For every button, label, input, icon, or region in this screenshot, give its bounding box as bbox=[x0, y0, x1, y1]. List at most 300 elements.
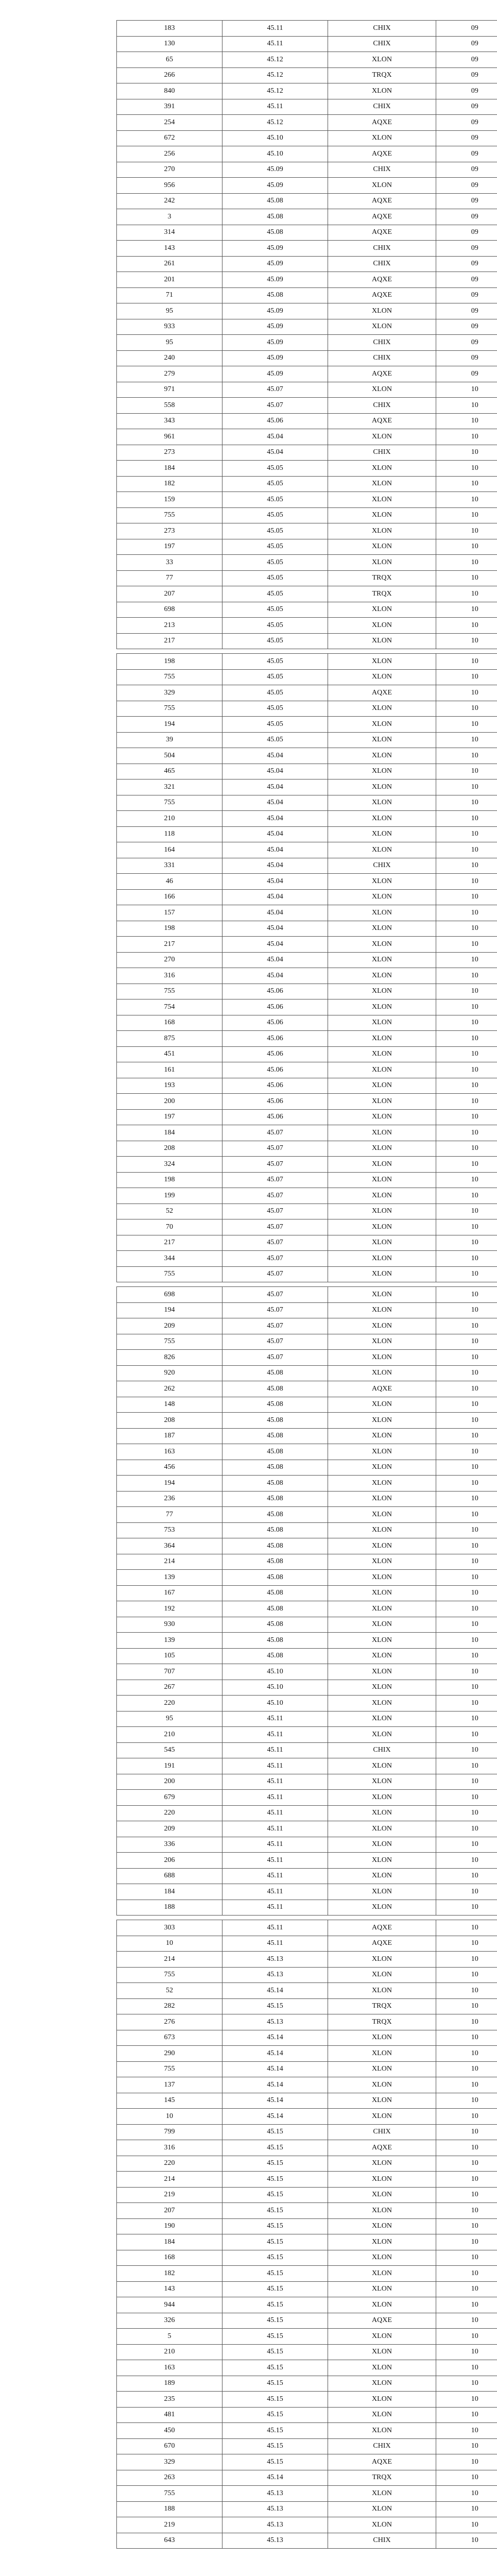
venue-cell: XLON bbox=[328, 476, 436, 492]
time-cell: 10 bbox=[436, 1350, 497, 1366]
price-cell: 45.06 bbox=[222, 1015, 328, 1031]
venue-cell: XLON bbox=[328, 1078, 436, 1094]
venue-cell: XLON bbox=[328, 1983, 436, 1999]
price-cell: 45.15 bbox=[222, 2218, 328, 2234]
price-cell: 45.07 bbox=[222, 398, 328, 414]
time-cell: 10 bbox=[436, 1758, 497, 1774]
table-row bbox=[117, 398, 497, 414]
time-cell: 10 bbox=[436, 1727, 497, 1743]
time-cell: 10 bbox=[436, 2313, 497, 2329]
price-cell: 45.07 bbox=[222, 1302, 328, 1318]
time-cell: 09 bbox=[436, 21, 497, 37]
volume-cell: 755 bbox=[117, 507, 222, 523]
time-cell: 10 bbox=[436, 2486, 497, 2502]
volume-cell: 10 bbox=[117, 1936, 222, 1952]
price-cell: 45.04 bbox=[222, 779, 328, 795]
table-row bbox=[117, 2172, 497, 2188]
venue-cell: XLON bbox=[328, 319, 436, 335]
venue-cell: CHIX bbox=[328, 2438, 436, 2454]
table-row bbox=[117, 1251, 497, 1267]
venue-cell: XLON bbox=[328, 1302, 436, 1318]
volume-cell: 210 bbox=[117, 1727, 222, 1743]
price-cell: 45.08 bbox=[222, 287, 328, 303]
venue-cell: XLON bbox=[328, 999, 436, 1015]
venue-cell: AQXE bbox=[328, 1920, 436, 1936]
venue-cell: XLON bbox=[328, 1711, 436, 1727]
time-cell: 10 bbox=[436, 1381, 497, 1397]
table-row bbox=[117, 2250, 497, 2266]
venue-cell: XLON bbox=[328, 748, 436, 764]
time-cell: 10 bbox=[436, 2014, 497, 2030]
venue-cell: XLON bbox=[328, 2218, 436, 2234]
volume-cell: 199 bbox=[117, 1188, 222, 1204]
volume-cell: 187 bbox=[117, 1428, 222, 1444]
table-row bbox=[117, 1428, 497, 1444]
price-cell: 45.04 bbox=[222, 795, 328, 811]
venue-cell: XLON bbox=[328, 1046, 436, 1062]
venue-cell: XLON bbox=[328, 1476, 436, 1492]
transactions-table-4 bbox=[116, 1920, 497, 2549]
venue-cell: XLON bbox=[328, 1172, 436, 1188]
venue-cell: XLON bbox=[328, 1853, 436, 1869]
time-cell: 10 bbox=[436, 507, 497, 523]
price-cell: 45.04 bbox=[222, 764, 328, 779]
venue-cell: XLON bbox=[328, 1680, 436, 1696]
venue-cell: XLON bbox=[328, 555, 436, 571]
table-row bbox=[117, 1031, 497, 1047]
time-cell: 10 bbox=[436, 701, 497, 717]
table-row bbox=[117, 366, 497, 382]
price-cell: 45.08 bbox=[222, 1491, 328, 1507]
venue-cell: AQXE bbox=[328, 685, 436, 701]
venue-cell: CHIX bbox=[328, 241, 436, 257]
table-row bbox=[117, 2109, 497, 2125]
time-cell: 10 bbox=[436, 984, 497, 999]
price-cell: 45.14 bbox=[222, 2470, 328, 2486]
price-cell: 45.14 bbox=[222, 2030, 328, 2046]
time-cell: 10 bbox=[436, 1585, 497, 1601]
venue-cell: CHIX bbox=[328, 858, 436, 874]
price-cell: 45.15 bbox=[222, 1998, 328, 2014]
volume-cell: 643 bbox=[117, 2533, 222, 2549]
venue-cell: XLON bbox=[328, 842, 436, 858]
time-cell: 10 bbox=[436, 586, 497, 602]
price-cell: 45.04 bbox=[222, 429, 328, 445]
time-cell: 10 bbox=[436, 1664, 497, 1680]
volume-cell: 184 bbox=[117, 1125, 222, 1141]
time-cell: 09 bbox=[436, 366, 497, 382]
time-cell: 10 bbox=[436, 1538, 497, 1554]
time-cell: 10 bbox=[436, 2297, 497, 2313]
table-row bbox=[117, 1920, 497, 1936]
price-cell: 45.05 bbox=[222, 570, 328, 586]
price-cell: 45.07 bbox=[222, 1157, 328, 1173]
table-row bbox=[117, 1742, 497, 1758]
price-cell: 45.08 bbox=[222, 1617, 328, 1633]
volume-cell: 698 bbox=[117, 602, 222, 618]
table-row bbox=[117, 2093, 497, 2109]
volume-cell: 207 bbox=[117, 2203, 222, 2219]
time-cell: 10 bbox=[436, 1617, 497, 1633]
table-row bbox=[117, 1967, 497, 1983]
time-cell: 10 bbox=[436, 1141, 497, 1157]
price-cell: 45.10 bbox=[222, 1664, 328, 1680]
price-cell: 45.14 bbox=[222, 2077, 328, 2093]
volume-cell: 279 bbox=[117, 366, 222, 382]
time-cell: 10 bbox=[436, 2203, 497, 2219]
price-cell: 45.05 bbox=[222, 539, 328, 555]
time-cell: 10 bbox=[436, 2030, 497, 2046]
price-cell: 45.08 bbox=[222, 209, 328, 225]
table-row bbox=[117, 256, 497, 272]
table-row bbox=[117, 1318, 497, 1334]
table-row bbox=[117, 2140, 497, 2156]
time-cell: 10 bbox=[436, 2501, 497, 2517]
venue-cell: XLON bbox=[328, 968, 436, 984]
table-row bbox=[117, 52, 497, 68]
price-cell: 45.14 bbox=[222, 1983, 328, 1999]
table-row bbox=[117, 1633, 497, 1649]
table-row bbox=[117, 999, 497, 1015]
time-cell: 10 bbox=[436, 2407, 497, 2423]
venue-cell: AQXE bbox=[328, 1936, 436, 1952]
table-row bbox=[117, 1790, 497, 1806]
price-cell: 45.11 bbox=[222, 21, 328, 37]
time-cell: 10 bbox=[436, 1491, 497, 1507]
venue-cell: AQXE bbox=[328, 272, 436, 288]
venue-cell: XLON bbox=[328, 669, 436, 685]
volume-cell: 364 bbox=[117, 1538, 222, 1554]
venue-cell: XLON bbox=[328, 1868, 436, 1884]
time-cell: 09 bbox=[436, 225, 497, 241]
price-cell: 45.07 bbox=[222, 1334, 328, 1350]
time-cell: 10 bbox=[436, 2250, 497, 2266]
volume-cell: 209 bbox=[117, 1821, 222, 1837]
venue-cell: CHIX bbox=[328, 2533, 436, 2549]
price-cell: 45.04 bbox=[222, 874, 328, 890]
price-cell: 45.13 bbox=[222, 2533, 328, 2549]
time-cell: 10 bbox=[436, 2156, 497, 2172]
table-row bbox=[117, 1664, 497, 1680]
venue-cell: XLON bbox=[328, 539, 436, 555]
volume-cell: 956 bbox=[117, 178, 222, 194]
table-row bbox=[117, 2156, 497, 2172]
table-row bbox=[117, 618, 497, 634]
volume-cell: 148 bbox=[117, 1397, 222, 1413]
table-row bbox=[117, 2046, 497, 2062]
table-row bbox=[117, 1648, 497, 1664]
venue-cell: XLON bbox=[328, 2109, 436, 2125]
table-row bbox=[117, 241, 497, 257]
price-cell: 45.08 bbox=[222, 1633, 328, 1649]
table-row bbox=[117, 1141, 497, 1157]
price-cell: 45.11 bbox=[222, 1790, 328, 1806]
volume-cell: 753 bbox=[117, 1522, 222, 1538]
time-cell: 10 bbox=[436, 748, 497, 764]
volume-cell: 184 bbox=[117, 461, 222, 477]
time-cell: 10 bbox=[436, 2124, 497, 2140]
volume-cell: 52 bbox=[117, 1204, 222, 1219]
volume-cell: 698 bbox=[117, 1287, 222, 1303]
price-cell: 45.15 bbox=[222, 2423, 328, 2439]
price-cell: 45.15 bbox=[222, 2407, 328, 2423]
venue-cell: CHIX bbox=[328, 99, 436, 115]
venue-cell: XLON bbox=[328, 178, 436, 194]
price-cell: 45.05 bbox=[222, 476, 328, 492]
table-row bbox=[117, 1460, 497, 1476]
table-row bbox=[117, 2329, 497, 2345]
volume-cell: 481 bbox=[117, 2407, 222, 2423]
venue-cell: XLON bbox=[328, 1287, 436, 1303]
price-cell: 45.09 bbox=[222, 272, 328, 288]
volume-cell: 504 bbox=[117, 748, 222, 764]
volume-cell: 200 bbox=[117, 1774, 222, 1790]
volume-cell: 163 bbox=[117, 2360, 222, 2376]
venue-cell: XLON bbox=[328, 1031, 436, 1047]
volume-cell: 46 bbox=[117, 874, 222, 890]
time-cell: 10 bbox=[436, 1062, 497, 1078]
price-cell: 45.14 bbox=[222, 2093, 328, 2109]
table-row bbox=[117, 209, 497, 225]
price-cell: 45.05 bbox=[222, 732, 328, 748]
time-cell: 10 bbox=[436, 2093, 497, 2109]
time-cell: 10 bbox=[436, 2266, 497, 2282]
table-row bbox=[117, 669, 497, 685]
table-row bbox=[117, 2187, 497, 2203]
time-cell: 09 bbox=[436, 209, 497, 225]
venue-cell: XLON bbox=[328, 382, 436, 398]
price-cell: 45.14 bbox=[222, 2061, 328, 2077]
venue-cell: AQXE bbox=[328, 2454, 436, 2470]
table-row bbox=[117, 1983, 497, 1999]
volume-cell: 206 bbox=[117, 1853, 222, 1869]
volume-cell: 826 bbox=[117, 1350, 222, 1366]
table-row bbox=[117, 1204, 497, 1219]
time-cell: 10 bbox=[436, 1078, 497, 1094]
price-cell: 45.15 bbox=[222, 2250, 328, 2266]
venue-cell: XLON bbox=[328, 1601, 436, 1617]
venue-cell: AQXE bbox=[328, 366, 436, 382]
venue-cell: XLON bbox=[328, 2156, 436, 2172]
price-cell: 45.15 bbox=[222, 2172, 328, 2188]
volume-cell: 217 bbox=[117, 633, 222, 649]
time-cell: 10 bbox=[436, 968, 497, 984]
venue-cell: XLON bbox=[328, 1821, 436, 1837]
price-cell: 45.07 bbox=[222, 1204, 328, 1219]
venue-cell: XLON bbox=[328, 2360, 436, 2376]
table-row bbox=[117, 2360, 497, 2376]
venue-cell: AQXE bbox=[328, 115, 436, 131]
volume-cell: 273 bbox=[117, 523, 222, 539]
volume-cell: 105 bbox=[117, 1648, 222, 1664]
volume-cell: 182 bbox=[117, 476, 222, 492]
price-cell: 45.11 bbox=[222, 1805, 328, 1821]
time-cell: 09 bbox=[436, 115, 497, 131]
venue-cell: XLON bbox=[328, 1125, 436, 1141]
time-cell: 10 bbox=[436, 429, 497, 445]
price-cell: 45.11 bbox=[222, 1853, 328, 1869]
volume-cell: 164 bbox=[117, 842, 222, 858]
venue-cell: XLON bbox=[328, 2376, 436, 2392]
venue-cell: TRQX bbox=[328, 67, 436, 83]
venue-cell: XLON bbox=[328, 937, 436, 953]
table-row bbox=[117, 1266, 497, 1282]
price-cell: 45.04 bbox=[222, 826, 328, 842]
price-cell: 45.13 bbox=[222, 2014, 328, 2030]
time-cell: 10 bbox=[436, 1936, 497, 1952]
venue-cell: TRQX bbox=[328, 2014, 436, 2030]
venue-cell: XLON bbox=[328, 507, 436, 523]
volume-cell: 254 bbox=[117, 115, 222, 131]
time-cell: 10 bbox=[436, 1920, 497, 1936]
table-row bbox=[117, 1491, 497, 1507]
price-cell: 45.08 bbox=[222, 1554, 328, 1570]
table-row bbox=[117, 1952, 497, 1968]
time-cell: 10 bbox=[436, 1680, 497, 1696]
price-cell: 45.05 bbox=[222, 654, 328, 670]
price-cell: 45.06 bbox=[222, 984, 328, 999]
volume-cell: 95 bbox=[117, 1711, 222, 1727]
volume-cell: 875 bbox=[117, 1031, 222, 1047]
time-cell: 10 bbox=[436, 1318, 497, 1334]
venue-cell: XLON bbox=[328, 1266, 436, 1282]
table-row bbox=[117, 555, 497, 571]
time-cell: 10 bbox=[436, 654, 497, 670]
time-cell: 10 bbox=[436, 1967, 497, 1983]
venue-cell: XLON bbox=[328, 1334, 436, 1350]
venue-cell: XLON bbox=[328, 1219, 436, 1235]
time-cell: 09 bbox=[436, 162, 497, 178]
venue-cell: XLON bbox=[328, 905, 436, 921]
volume-cell: 971 bbox=[117, 382, 222, 398]
volume-cell: 754 bbox=[117, 999, 222, 1015]
venue-cell: XLON bbox=[328, 633, 436, 649]
venue-cell: XLON bbox=[328, 952, 436, 968]
volume-cell: 930 bbox=[117, 1617, 222, 1633]
price-cell: 45.08 bbox=[222, 1413, 328, 1429]
volume-cell: 220 bbox=[117, 2156, 222, 2172]
venue-cell: AQXE bbox=[328, 2313, 436, 2329]
table-page-2 bbox=[116, 653, 497, 1282]
volume-cell: 276 bbox=[117, 2014, 222, 2030]
price-cell: 45.05 bbox=[222, 701, 328, 717]
price-cell: 45.09 bbox=[222, 162, 328, 178]
venue-cell: XLON bbox=[328, 1157, 436, 1173]
volume-cell: 755 bbox=[117, 2486, 222, 2502]
table-row bbox=[117, 1062, 497, 1078]
time-cell: 09 bbox=[436, 287, 497, 303]
table-row bbox=[117, 1350, 497, 1366]
table-row bbox=[117, 461, 497, 477]
table-row bbox=[117, 1585, 497, 1601]
price-cell: 45.15 bbox=[222, 2344, 328, 2360]
volume-cell: 207 bbox=[117, 586, 222, 602]
volume-cell: 70 bbox=[117, 1219, 222, 1235]
time-cell: 10 bbox=[436, 633, 497, 649]
table-row bbox=[117, 382, 497, 398]
time-cell: 10 bbox=[436, 1460, 497, 1476]
table-row bbox=[117, 1188, 497, 1204]
volume-cell: 139 bbox=[117, 1570, 222, 1586]
venue-cell: CHIX bbox=[328, 162, 436, 178]
price-cell: 45.15 bbox=[222, 2329, 328, 2345]
venue-cell: XLON bbox=[328, 984, 436, 999]
volume-cell: 465 bbox=[117, 764, 222, 779]
time-cell: 10 bbox=[436, 999, 497, 1015]
venue-cell: XLON bbox=[328, 130, 436, 146]
table-row bbox=[117, 685, 497, 701]
volume-cell: 193 bbox=[117, 1078, 222, 1094]
volume-cell: 270 bbox=[117, 952, 222, 968]
price-cell: 45.06 bbox=[222, 1109, 328, 1125]
table-row bbox=[117, 842, 497, 858]
venue-cell: XLON bbox=[328, 764, 436, 779]
price-cell: 45.11 bbox=[222, 1758, 328, 1774]
table-row bbox=[117, 952, 497, 968]
table-row bbox=[117, 272, 497, 288]
table-row bbox=[117, 2344, 497, 2360]
volume-cell: 261 bbox=[117, 256, 222, 272]
table-row bbox=[117, 1507, 497, 1523]
volume-cell: 220 bbox=[117, 1805, 222, 1821]
table-row bbox=[117, 984, 497, 999]
time-cell: 10 bbox=[436, 921, 497, 937]
table-row bbox=[117, 874, 497, 890]
volume-cell: 52 bbox=[117, 1983, 222, 1999]
volume-cell: 137 bbox=[117, 2077, 222, 2093]
time-cell: 10 bbox=[436, 1172, 497, 1188]
time-cell: 10 bbox=[436, 1952, 497, 1968]
venue-cell: XLON bbox=[328, 1805, 436, 1821]
venue-cell: XLON bbox=[328, 874, 436, 890]
venue-cell: TRQX bbox=[328, 586, 436, 602]
venue-cell: XLON bbox=[328, 1365, 436, 1381]
volume-cell: 194 bbox=[117, 1302, 222, 1318]
transactions-table-1 bbox=[116, 20, 497, 649]
table-row bbox=[117, 2470, 497, 2486]
venue-cell: XLON bbox=[328, 303, 436, 319]
time-cell: 09 bbox=[436, 83, 497, 99]
volume-cell: 143 bbox=[117, 241, 222, 257]
price-cell: 45.08 bbox=[222, 1365, 328, 1381]
venue-cell: AQXE bbox=[328, 225, 436, 241]
table-row bbox=[117, 1998, 497, 2014]
transactions-table-2 bbox=[116, 653, 497, 1282]
table-row bbox=[117, 225, 497, 241]
price-cell: 45.14 bbox=[222, 2046, 328, 2062]
venue-cell: XLON bbox=[328, 1522, 436, 1538]
time-cell: 10 bbox=[436, 2344, 497, 2360]
time-cell: 10 bbox=[436, 1633, 497, 1649]
venue-cell: XLON bbox=[328, 1585, 436, 1601]
table-row bbox=[117, 1900, 497, 1916]
table-page-1 bbox=[116, 20, 497, 649]
time-cell: 09 bbox=[436, 241, 497, 257]
time-cell: 10 bbox=[436, 413, 497, 429]
volume-cell: 167 bbox=[117, 1585, 222, 1601]
price-cell: 45.11 bbox=[222, 1920, 328, 1936]
time-cell: 10 bbox=[436, 1884, 497, 1900]
venue-cell: XLON bbox=[328, 1790, 436, 1806]
volume-cell: 5 bbox=[117, 2329, 222, 2345]
volume-cell: 3 bbox=[117, 209, 222, 225]
table-row bbox=[117, 570, 497, 586]
time-cell: 10 bbox=[436, 1711, 497, 1727]
price-cell: 45.13 bbox=[222, 1967, 328, 1983]
price-cell: 45.06 bbox=[222, 1078, 328, 1094]
price-cell: 45.09 bbox=[222, 178, 328, 194]
price-cell: 45.15 bbox=[222, 2234, 328, 2250]
